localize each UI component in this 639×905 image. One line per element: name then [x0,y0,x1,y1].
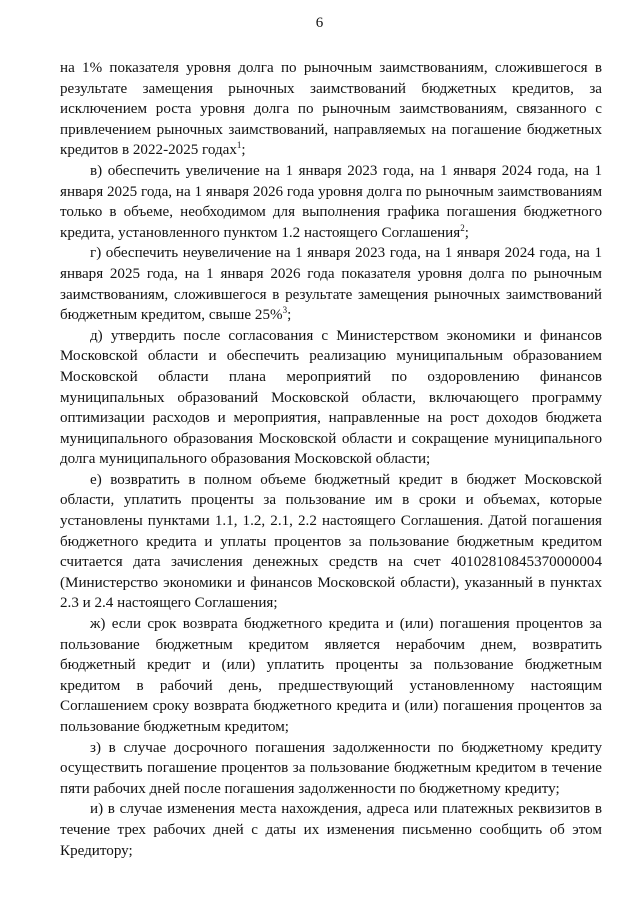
document-body [60,58,602,861]
paragraph-text: в) обеспечить увеличение на 1 января 2023 года, на 1 января 2024 года, на 1 января 2025 года, на 1 января 2026 года уровня долга по рыночным заимствованиям только в объеме, необходимом для выполнения графика погашения бюджетного кредита, установленного пунктом 1.2 настоящего Соглашения [60,162,602,241]
paragraph-continuation [60,58,602,161]
paragraph-item-e: е) возвратить в полном объеме бюджетный кредит в бюджет Московской области, уплатить проценты за пользование им в сроки и объемах, которые установлены пунктами 1.1, 1.2, 2.1, 2.2 настоящего Соглашения. Датой погашения бюджетного кредита и уплаты процентов за пользование бюджетным кредитом считается дата зачисления денежных средств на счет 40102810845370000004 (Министерство экономики и финансов Московской области), указанный в пунктах 2.3 и 2.4 настоящего Соглашения; [60,471,602,612]
paragraph-tail: ; [241,142,246,159]
paragraph-text: на 1% показателя уровня долга по рыночным заимствованиям, сложившегося в результате замещения рыночных заимствований бюджетных кредитов, за исключением роста уровня долга по рыночным заимствованиям, связанного с привлечением рыночных заимствований, направляемых на погашение бюджетных кредитов в 2022-2025 годах [60,60,602,159]
paragraph-item-i: и) в случае изменения места нахождения, адреса или платежных реквизитов в течение трех рабочих дней с даты их изменения письменно сообщить об этом Кредитору; [60,801,602,859]
paragraph-item-g [60,243,602,325]
paragraph-item-zh: ж) если срок возврата бюджетного кредита и (или) погашения процентов за пользование бюджетным кредитом является нерабочим днем, возвратить бюджетный кредит и (или) уплатить проценты за пользование бюджетным кредитом в рабочий день, предшествующий установленному настоящим Соглашением сроку возврата бюджетного кредита и (или) погашения процентов за пользование бюджетным кредитом; [60,616,602,735]
footnote-marker: 1 [236,140,242,151]
paragraph-item-d: д) утвердить после согласования с Министерством экономики и финансов Московской области и обеспечить реализацию муниципальным образованием Московской области плана мероприятий по оздоровлению финансов муниципальных образований Московской области, включающего программу оптимизации расходов и мероприятия, направленные на рост доходов бюджета муниципального образования Московской области и сокращение муниципального долга муниципального образования Московской области; [60,327,602,468]
footnote-marker: 2 [460,222,465,233]
paragraph-tail: ; [464,224,469,241]
paragraph-text: г) обеспечить неувеличение на 1 января 2023 года, на 1 января 2024 года, на 1 января 2025 года, на 1 января 2026 года показателя уровня долга по рыночным заимствованиям, сложившегося в результате замещения рыночных заимствований бюджетным кредитом, свыше 25% [60,245,602,324]
footnote-marker: 3 [282,305,288,316]
page-number: 6 [315,15,324,31]
paragraph-tail: ; [287,307,292,324]
paragraph-item-z: з) в случае досрочного погашения задолженности по бюджетному кредиту осуществить погашение процентов за пользование бюджетным кредитом в течение пяти рабочих дней после погашения задолженности по бюджетному кредиту; [60,739,602,797]
paragraph-item-v [60,161,602,243]
